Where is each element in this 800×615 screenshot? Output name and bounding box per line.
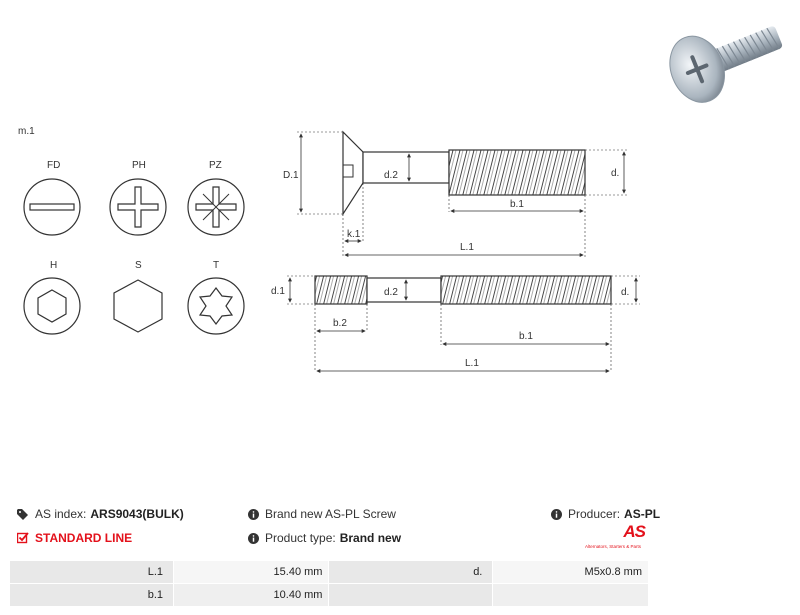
drive-s <box>114 260 162 332</box>
table-row <box>10 561 649 584</box>
param-key <box>329 584 493 607</box>
drive-code-ph: PH <box>132 160 146 171</box>
drive-ph <box>110 160 166 235</box>
as-index <box>17 507 184 521</box>
drive-t <box>188 260 244 334</box>
drive-pz <box>188 160 244 235</box>
info-icon <box>248 533 259 544</box>
producer <box>551 507 660 521</box>
dim-l1-stud: L.1 <box>465 358 479 369</box>
standard-line-label: STANDARD LINE <box>35 531 133 545</box>
drive-fd <box>24 160 80 235</box>
drive-code-pz: PZ <box>209 160 222 171</box>
producer-value: AS-PL <box>624 507 661 521</box>
flat-drive-icon <box>24 179 80 235</box>
dim-b2: b.2 <box>333 318 347 329</box>
as-index-label: AS index: <box>35 507 87 521</box>
logo-mark: AS <box>623 522 645 541</box>
description <box>248 507 396 521</box>
product-line <box>17 531 132 545</box>
info-icon <box>551 509 562 520</box>
info-icon <box>248 509 259 520</box>
checkbox-icon <box>17 532 29 544</box>
dim-d2-stud: d.2 <box>384 287 398 298</box>
dim-b1-stud: b.1 <box>519 331 533 342</box>
logo-tagline: Alternators, Starters & Parts <box>585 544 642 549</box>
as-pl-logo <box>585 522 657 552</box>
drive-h <box>24 260 80 334</box>
parameters-table <box>9 560 649 607</box>
param-key: b.1 <box>10 584 174 607</box>
drive-code-fd: FD <box>47 160 61 171</box>
param-value: 10.40 mm <box>174 584 329 607</box>
countersunk-screw-drawing <box>283 132 628 258</box>
product-type <box>248 531 401 545</box>
param-value <box>493 584 649 607</box>
product-photo <box>655 8 795 108</box>
as-index-value: ARS9043(BULK) <box>90 507 184 521</box>
technical-drawing <box>0 110 800 490</box>
description-text: Brand new AS-PL Screw <box>265 507 396 521</box>
hex-socket-drive-icon <box>24 278 80 334</box>
dim-d-stud: d. <box>621 287 630 298</box>
table-row <box>10 584 649 607</box>
drive-code-t: T <box>213 260 220 271</box>
param-key: L.1 <box>10 561 174 584</box>
product-type-label: Product type: <box>265 531 336 545</box>
dim-d1-stud: d.1 <box>271 286 285 297</box>
head-label: m.1 <box>18 126 35 137</box>
drive-code-h: H <box>50 260 58 271</box>
param-value: 15.40 mm <box>174 561 329 584</box>
tag-icon <box>17 509 29 520</box>
dim-d1-head: D.1 <box>283 170 299 181</box>
dim-l1-top: L.1 <box>460 242 474 253</box>
dim-b1-top: b.1 <box>510 199 524 210</box>
drive-code-s: S <box>135 260 142 271</box>
param-value: M5x0.8 mm <box>493 561 649 584</box>
producer-label: Producer: <box>568 507 621 521</box>
product-type-value: Brand new <box>339 531 402 545</box>
dim-d2-top: d.2 <box>384 170 398 181</box>
dim-k1: k.1 <box>347 229 361 240</box>
dim-d-top: d. <box>611 168 620 179</box>
torx-drive-icon <box>188 278 244 334</box>
param-key: d. <box>329 561 493 584</box>
hex-head-drive-icon <box>114 280 162 332</box>
stud-drawing <box>271 276 640 372</box>
